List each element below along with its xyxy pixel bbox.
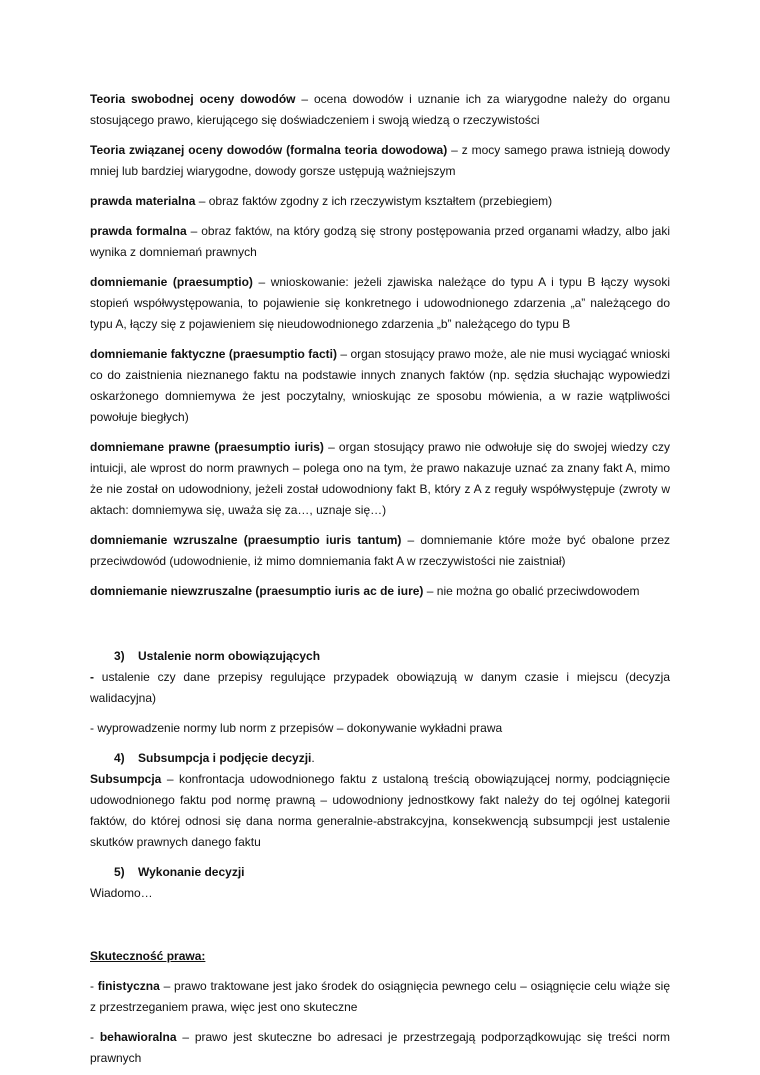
definition-paragraph [90,272,670,335]
definition-term: domniemanie faktyczne (praesumptio facti) [90,347,337,361]
definition-text: – konfrontacja udowodnionego faktu z ustaloną treścią obowiązującej normy, podciągnięcie udowodnionego faktu pod normę prawną – udowodniony jednostkowy fakt należy do tej ogólnej kategorii faktów, do której odnosi się dana norma generalnie-abstrakcyjna, konsekwencją subsumpcji jest ustalenie skutków prawnych danego faktu [90,772,670,849]
section-3-line [90,667,670,709]
definition-term: Subsumpcja [90,772,162,786]
list-dash: - [90,979,98,993]
definition-text: – prawo traktowane jest jako środek do osiągnięcia pewnego celu – osiągnięcie celu wiąże się z przestrzeganiem prawa, więc jest ono skuteczne [90,979,670,1014]
definition-term: prawda materialna [90,194,196,208]
definition-term: finistyczna [97,979,160,993]
definition-text: – organ stosujący prawo może, ale nie musi wyciągać wnioski co do zaistnienia nieznanego faktu na podstawie innych znanych faktów (np. sędzia słuchając wypowiedzi oskarżonego domniemywa że jest poczytalny, wnioskując ze sposobu mówienia, a w razie wątpliwości powołuje biegłych) [90,347,670,424]
section-title: Subsumpcja i podjęcie decyzji [138,751,312,765]
definition-text: – prawo jest skuteczne bo adresaci je przestrzegają podporządkowując się treści norm prawnych [90,1030,670,1065]
definition-paragraph [90,581,670,602]
definition-text: – ocena dowodów i uznanie ich za wiarygodne należy do organu stosującego prawo, kierującego się doświadczeniem i swoją wiedzą o rzeczywistości [90,92,670,127]
effectiveness-item [90,1027,670,1069]
effectiveness-item [90,976,670,1018]
definition-text: – z mocy samego prawa istnieją dowody mniej lub bardziej wiarygodne, dowody gorsze ustępują ważniejszym [90,143,670,178]
list-dash: - [90,1030,100,1044]
definition-paragraph [90,221,670,263]
list-dash: - [90,670,94,684]
definition-text: – domniemanie które może być obalone przez przeciwdowód (udowodnienie, iż mimo domniemania fakt A w rzeczywistości nie zaistniał) [90,533,670,568]
section-title-suffix: . [311,751,315,765]
definition-term: behawioralna [99,1030,177,1044]
section-title: Wykonanie decyzji [138,865,245,879]
section-number: 5) [114,865,125,879]
definition-paragraph [90,530,670,572]
section-text: ustalenie czy dane przepisy regulujące przypadek obowiązują w danym czasie i miejscu (decyzja walidacyjna) [90,670,670,705]
definition-text: – obraz faktów zgodny z ich rzeczywistym kształtem (przebiegiem) [195,194,553,208]
definition-term: domniemanie wzruszalne (praesumptio iuris tantum) [90,533,402,547]
definition-text: – wnioskowanie: jeżeli zjawiska należące do typu A i typu B łączy wysoki stopień współwystępowania, to pojawienie się konkretnego i udowodnionego zdarzenia „a” należącego do typu A, łączy się z pojawieniem się nieudowodnionego zdarzenia „b” należącego do typu B [90,275,670,331]
definition-term: domniemanie niewzruszalne (praesumptio iuris ac de iure) [90,584,424,598]
section-number: 4) [114,751,125,765]
section-3-line: - wyprowadzenie normy lub norm z przepisów – dokonywanie wykładni prawa [90,721,503,735]
section-number: 3) [114,649,125,663]
definition-text: – organ stosujący prawo nie odwołuje się do swojej wiedzy czy intuicji, ale wprost do norm prawnych – polega ono na tym, że prawo nakazuje uznać za znany fakt A, mimo że nie został on udowodniony, jeżeli został udowodniony fakt B, który z A z reguły współwystępuje (zwroty w aktach: domniemywa się, uważa się za…, uznaje się…) [90,440,671,517]
definition-text: – nie można go obalić przeciwdowodem [423,584,640,598]
definition-paragraph [90,89,670,131]
definition-paragraph [90,437,670,521]
definition-term: Teoria związanej oceny dowodów (formalna teoria dowodowa) [90,143,448,157]
section-5-heading [90,862,670,883]
definition-term: domniemane prawne (praesumptio iuris) [90,440,324,454]
definition-paragraph [90,140,670,182]
definition-term: domniemanie (praesumptio) [90,275,253,289]
section-3-heading [90,646,670,667]
effectiveness-heading [90,946,670,967]
section-title: Ustalenie norm obowiązujących [138,649,321,663]
definition-term: Teoria swobodnej oceny dowodów [90,92,296,106]
effectiveness-heading-text: Skuteczność prawa: [90,949,206,963]
definition-paragraph [90,344,670,428]
definition-term: prawda formalna [90,224,187,238]
section-4-heading [90,748,670,769]
section-5-text: Wiadomo… [90,886,153,900]
section-4-paragraph [90,769,670,853]
definition-paragraph [90,191,670,212]
definition-text: – obraz faktów, na który godzą się strony postępowania przed organami władzy, albo jaki wynika z domniemań prawnych [90,224,671,259]
